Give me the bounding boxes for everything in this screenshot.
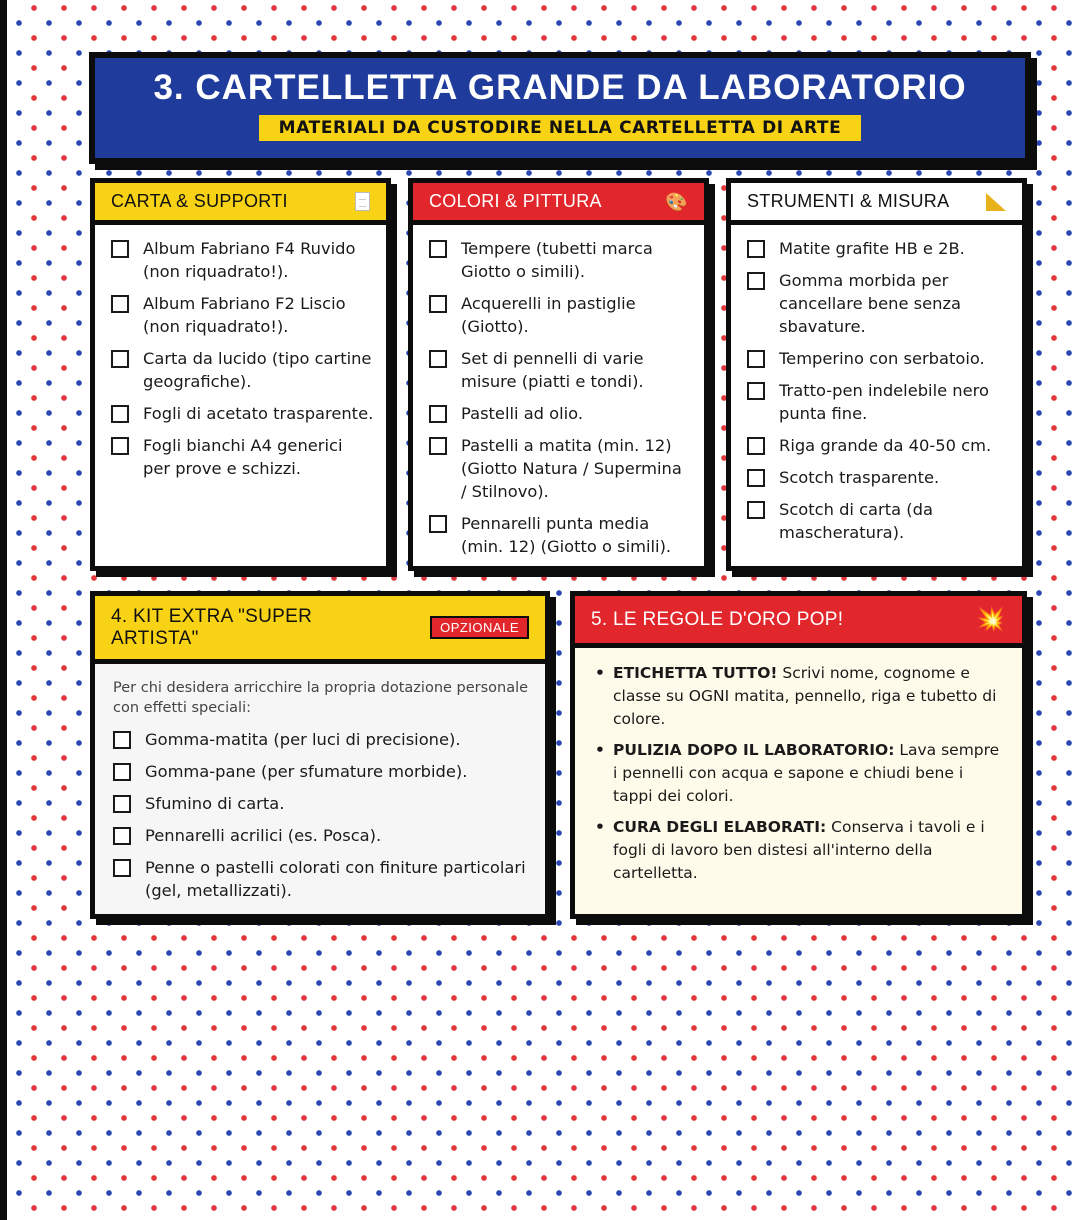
checkbox[interactable]: [113, 827, 131, 845]
list-item: • ETICHETTA TUTTO! Scrivi nome, cognome e classe su OGNI matita, pennello, riga e tubetto di colore.: [593, 662, 1004, 731]
checkbox[interactable]: [113, 795, 131, 813]
list-item: Pennarelli punta media (min. 12) (Giotto o simili).: [429, 512, 692, 558]
triangle-ruler-icon: [986, 193, 1006, 211]
optional-badge: OPZIONALE: [430, 616, 529, 639]
checkbox[interactable]: [113, 859, 131, 877]
list-item: Temperino con serbatoio.: [747, 347, 1010, 370]
card-kit-extra: [90, 591, 550, 919]
checkbox[interactable]: [429, 437, 447, 455]
list-item: Album Fabriano F4 Ruvido (non riquadrato!).: [111, 237, 374, 283]
checkbox[interactable]: [747, 382, 765, 400]
card-rules-header: [575, 596, 1022, 648]
checkbox[interactable]: [429, 240, 447, 258]
card-colori-pittura: [408, 178, 709, 571]
left-edge-rule: [0, 0, 7, 1220]
collision-burst-icon: 💥: [975, 606, 1006, 633]
card-kit-header: [95, 596, 545, 664]
section-header: [89, 52, 1031, 164]
checkbox[interactable]: [747, 350, 765, 368]
card-strumenti-title: STRUMENTI & MISURA: [747, 191, 950, 211]
card-rules-title: 5. LE REGOLE D'ORO POP!: [591, 608, 844, 630]
list-item: Gomma-pane (per sfumature morbide).: [113, 760, 533, 783]
checkbox[interactable]: [111, 437, 129, 455]
card-strumenti-misura: [726, 178, 1027, 571]
list-item: Fogli di acetato trasparente.: [111, 402, 374, 425]
checkbox[interactable]: [747, 272, 765, 290]
rules-list: [575, 648, 1022, 885]
page-title: 3. CARTELLETTA GRANDE DA LABORATORIO: [153, 68, 967, 107]
list-item: Matite grafite HB e 2B.: [747, 237, 1010, 260]
list-item: Sfumino di carta.: [113, 792, 533, 815]
list-item: Scotch di carta (da mascheratura).: [747, 498, 1010, 544]
list-item: Carta da lucido (tipo cartine geografiche).: [111, 347, 374, 393]
list-item: Album Fabriano F2 Liscio (non riquadrato!).: [111, 292, 374, 338]
checkbox[interactable]: [111, 350, 129, 368]
list-item: Tempere (tubetti marca Giotto o simili).: [429, 237, 692, 283]
list-item: • CURA DEGLI ELABORATI: Conserva i tavoli e i fogli di lavoro ben distesi all'interno della cartelletta.: [593, 816, 1004, 885]
list-item: Pennarelli acrilici (es. Posca).: [113, 824, 533, 847]
palette-icon: 🎨: [665, 191, 688, 212]
card-colori-title: COLORI & PITTURA: [429, 191, 602, 211]
checkbox[interactable]: [429, 405, 447, 423]
list-item: Pastelli a matita (min. 12) (Giotto Natura / Supermina / Stilnovo).: [429, 434, 692, 503]
checkbox[interactable]: [429, 295, 447, 313]
strumenti-checklist: [731, 225, 1022, 544]
checkbox[interactable]: [747, 437, 765, 455]
card-regole-oro: [570, 591, 1027, 919]
list-item: Pastelli ad olio.: [429, 402, 692, 425]
checkbox[interactable]: [747, 469, 765, 487]
card-colori-header: [413, 183, 704, 225]
checkbox[interactable]: [113, 731, 131, 749]
list-item: Gomma-matita (per luci di precisione).: [113, 728, 533, 751]
list-item: Acquerelli in pastiglie (Giotto).: [429, 292, 692, 338]
list-item: Gomma morbida per cancellare bene senza sbavature.: [747, 269, 1010, 338]
checkbox[interactable]: [429, 515, 447, 533]
list-item: Fogli bianchi A4 generici per prove e schizzi.: [111, 434, 374, 480]
list-item: Riga grande da 40-50 cm.: [747, 434, 1010, 457]
list-item: Penne o pastelli colorati con finiture particolari (gel, metallizzati).: [113, 856, 533, 902]
checkbox[interactable]: [111, 295, 129, 313]
card-carta-title: CARTA & SUPPORTI: [111, 191, 288, 211]
card-strumenti-header: [731, 183, 1022, 225]
list-item: • PULIZIA DOPO IL LABORATORIO: Lava sempre i pennelli con acqua e sapone e chiudi bene i tappi dei colori.: [593, 739, 1004, 808]
page-subtitle: MATERIALI DA CUSTODIRE NELLA CARTELLETTA DI ARTE: [259, 115, 862, 141]
list-item: Tratto-pen indelebile nero punta fine.: [747, 379, 1010, 425]
card-kit-title: 4. KIT EXTRA "SUPER ARTISTA": [111, 605, 313, 649]
checkbox[interactable]: [111, 240, 129, 258]
list-item: Scotch trasparente.: [747, 466, 1010, 489]
checkbox[interactable]: [111, 405, 129, 423]
list-item: Set di pennelli di varie misure (piatti e tondi).: [429, 347, 692, 393]
checkbox[interactable]: [747, 501, 765, 519]
colori-checklist: [413, 225, 704, 558]
checkbox[interactable]: [747, 240, 765, 258]
kit-checklist: [95, 722, 545, 902]
kit-intro-text: Per chi desidera arricchire la propria dotazione personale con effetti speciali:: [113, 680, 529, 716]
document-icon: [355, 192, 370, 211]
carta-checklist: [95, 225, 386, 480]
card-carta-supporti: [90, 178, 391, 571]
checkbox[interactable]: [429, 350, 447, 368]
card-carta-header: [95, 183, 386, 225]
checkbox[interactable]: [113, 763, 131, 781]
